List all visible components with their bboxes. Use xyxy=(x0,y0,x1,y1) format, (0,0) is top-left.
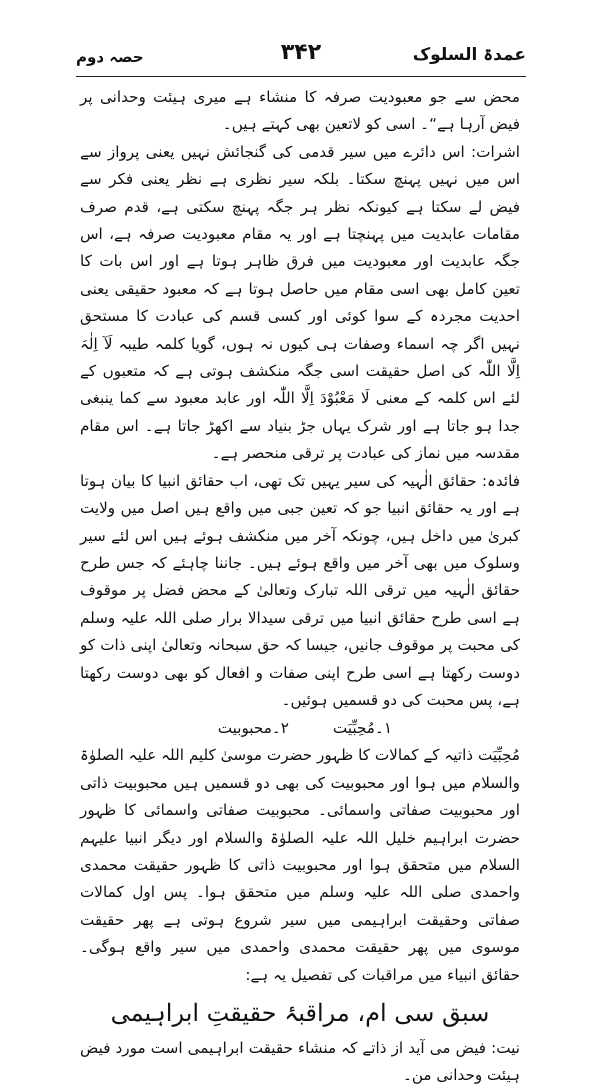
paragraph-faida: فائدہ: حقائق الٰہیہ کی سیر یہیں تک تھی، اب حقائق انبیا کا بیان ہوتا ہے اور یہ حقائق انبیا جو کہ تعین جبی میں واقع ہیں اصل میں ولایت کبریٰ میں داخل ہیں، چونکہ آخر میں منکشف ہوئے ہیں اس لئے سیر وسلوک میں بھی آخر میں واقع ہوئے ہیں۔ جاننا چاہئے کہ جس طرح حقائق الٰہیہ میں ترقی اللہ تبارک وتعالیٰ کے محض فضل پر موقوف ہے اسی طرح حقائق انبیا میں ترقی سیدالا برار صلی اللہ علیہ وسلم کی محبت پر موقوف جانیں، جیسا کہ حق سبحانہ وتعالیٰ اپنی ذات کو دوست رکھتا ہے اسی طرح اپنی صفات و افعال کو بھی دوست رکھتا ہے، پس محبت کی دو قسمیں ہوئیں۔ xyxy=(80,471,520,709)
book-title: عمدۃ السلوک xyxy=(412,45,526,65)
part-label: حصہ دوم xyxy=(76,48,144,66)
list-item: ۲۔محبوبیت xyxy=(217,719,289,738)
love-types-list xyxy=(80,714,520,742)
list-item: ۱۔مُحِبِّیَت xyxy=(332,719,392,738)
header-rule xyxy=(76,76,526,77)
paragraph-1: محض سے جو معبودیت صرفہ کا منشاء ہے میری ہیئت وحدانی پر فیض آرہا ہے“۔ اسی کو لاتعین بھی کہتے ہیں۔ xyxy=(80,88,520,134)
page-body xyxy=(80,84,520,1090)
paragraph-isharat: اشرات: اس دائرے میں سیر قدمی کی گنجائش نہیں یعنی پرواز سے اس میں نہیں پہنچ سکتا۔ بلکہ سیر نظری ہے نظر یعنی فکر سے فیض لے سکتا ہے کیونکہ نظر ہر جگہ پہنچ سکتی ہے، قدم صرف مقامات عابدیت میں پہنچتا ہے اور یہ مقام معبودیت صرفہ ہے، اس جگہ عابدیت اور معبودیت میں فرق ظاہر ہوتا ہے اور اس بات کا تعین کامل بھی اسی مقام میں حاصل ہوتا ہے کہ معبود حقیقی یعنی احدیت مجردہ کے سوا کوئی اور کسی قسم کی عبادت کا مستحق نہیں اگر چہ اسماء وصفات ہی کیوں نہ ہوں، گویا کلمہ طیبہ لَآ اِلٰہَ اِلَّا اللّٰہ کی اصل حقیقت اسی جگہ منکشف ہوتی ہے کہ متعبوں کے لئے اس کلمہ کے معنی لَا مَعْبُوْدَ اِلَّا اللّٰہ اور عابد معبود سے کما ینبغی جدا ہو جاتا ہے اور شرک یہاں جڑ بنیاد سے اکھڑ جاتا ہے۔ اس مقام مقدسہ میں نماز کی عبادت پر ترقی منحصر ہے۔ xyxy=(80,142,520,463)
paragraph-muhibbiyat: مُحِبِّیَت ذاتیہ کے کمالات کا ظہور حضرت موسیٰ کلیم اللہ علیہ الصلوٰۃ والسلام میں ہوا اور محبوبیت کی بھی دو قسمیں ہیں محبوبیت ذاتی اور محبوبیت صفاتی واسمائی۔ محبوبیت صفاتی واسمائی کا ظہور حضرت ابراہیم خلیل اللہ علیہ الصلوٰۃ والسلام اور دیگر انبیا علیہم السلام میں متحقق ہوا اور محبوبیت ذاتی کا ظہور حقیقت محمدی واحمدی صلی اللہ علیہ وسلم میں متحقق ہوا۔ پس اول کمالات صفاتی وحقیقت ابراہیمی میں سیر شروع ہوتی ہے پھر حقیقت موسوی میں پھر حقیقت محمدی واحمدی میں سیر واقع ہوگی۔ حقائق انبیاء میں مراقبات کی تفصیل یہ ہے: xyxy=(80,746,520,984)
page-number: ۳۴۲ xyxy=(280,40,322,65)
niyyat-line: نیت: فیض می آید از ذاتے کہ منشاء حقیقت ابراہیمی است مورد فیض ہیئت وحدانی من۔ xyxy=(80,1039,520,1085)
page-header xyxy=(76,38,526,74)
lesson-heading: سبق سی ام، مراقبۂ حقیقتِ ابراہیمی xyxy=(110,999,490,1027)
